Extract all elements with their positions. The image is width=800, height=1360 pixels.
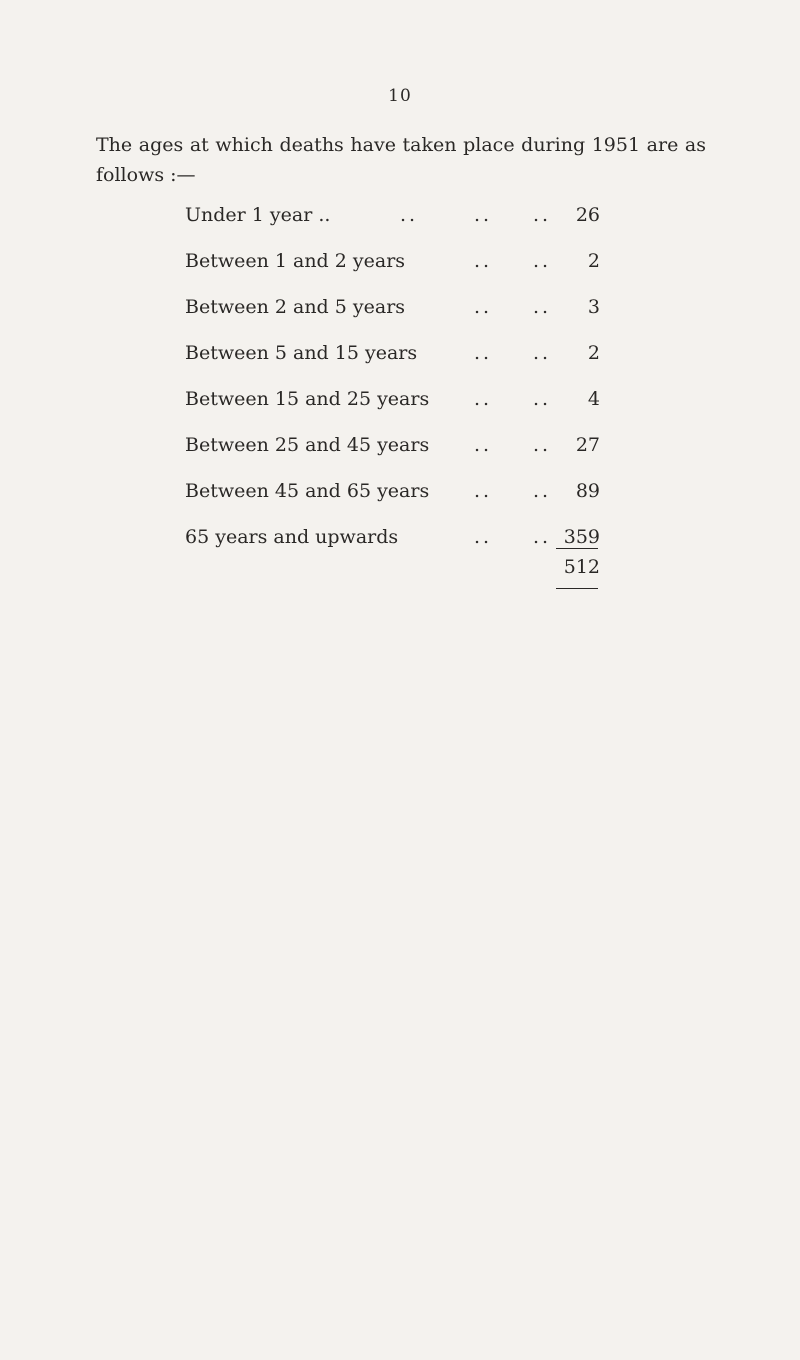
leader-dots: .. (474, 526, 493, 548)
row-label: 65 years and upwards (185, 526, 399, 548)
table-row (0, 522, 800, 552)
intro-line-1: The ages at which deaths have taken place during 1951 are as (96, 134, 706, 156)
row-value: 359 (563, 526, 600, 548)
row-label: Under 1 year .. (185, 204, 331, 226)
row-value: 27 (575, 434, 600, 456)
leader-dots: .. (533, 204, 552, 226)
table-row (0, 292, 800, 322)
leader-dots: .. (533, 480, 552, 502)
page-number: 10 (388, 86, 412, 106)
row-value: 3 (587, 296, 600, 318)
table-row (0, 338, 800, 368)
table-row (0, 476, 800, 506)
leader-dots: .. (533, 250, 552, 272)
row-value: 2 (587, 342, 600, 364)
leader-dots: .. (474, 204, 493, 226)
row-value: 89 (575, 480, 600, 502)
total-rule-bottom (556, 588, 598, 589)
total-value: 512 (563, 556, 600, 578)
table-row (0, 430, 800, 460)
row-label: Between 25 and 45 years (185, 434, 430, 456)
row-label: Between 2 and 5 years (185, 296, 406, 318)
row-label: Between 1 and 2 years (185, 250, 406, 272)
row-value: 2 (587, 250, 600, 272)
table-row (0, 200, 800, 230)
row-value: 26 (575, 204, 600, 226)
row-value: 4 (587, 388, 600, 410)
leader-dots: .. (474, 250, 493, 272)
intro-line-2: follows :— (96, 164, 196, 186)
leader-dots: .. (533, 388, 552, 410)
leader-dots: .. (474, 296, 493, 318)
row-label: Between 5 and 15 years (185, 342, 418, 364)
leader-dots: .. (474, 388, 493, 410)
table-row (0, 246, 800, 276)
row-label: Between 15 and 25 years (185, 388, 430, 410)
leader-dots: .. (533, 526, 552, 548)
leader-dots: .. (474, 480, 493, 502)
row-label: Between 45 and 65 years (185, 480, 430, 502)
leader-dots: .. (400, 204, 419, 226)
leader-dots: .. (474, 434, 493, 456)
leader-dots: .. (474, 342, 493, 364)
total-rule-top (556, 548, 598, 549)
leader-dots: .. (533, 434, 552, 456)
leader-dots: .. (533, 296, 552, 318)
leader-dots: .. (533, 342, 552, 364)
table-row (0, 384, 800, 414)
